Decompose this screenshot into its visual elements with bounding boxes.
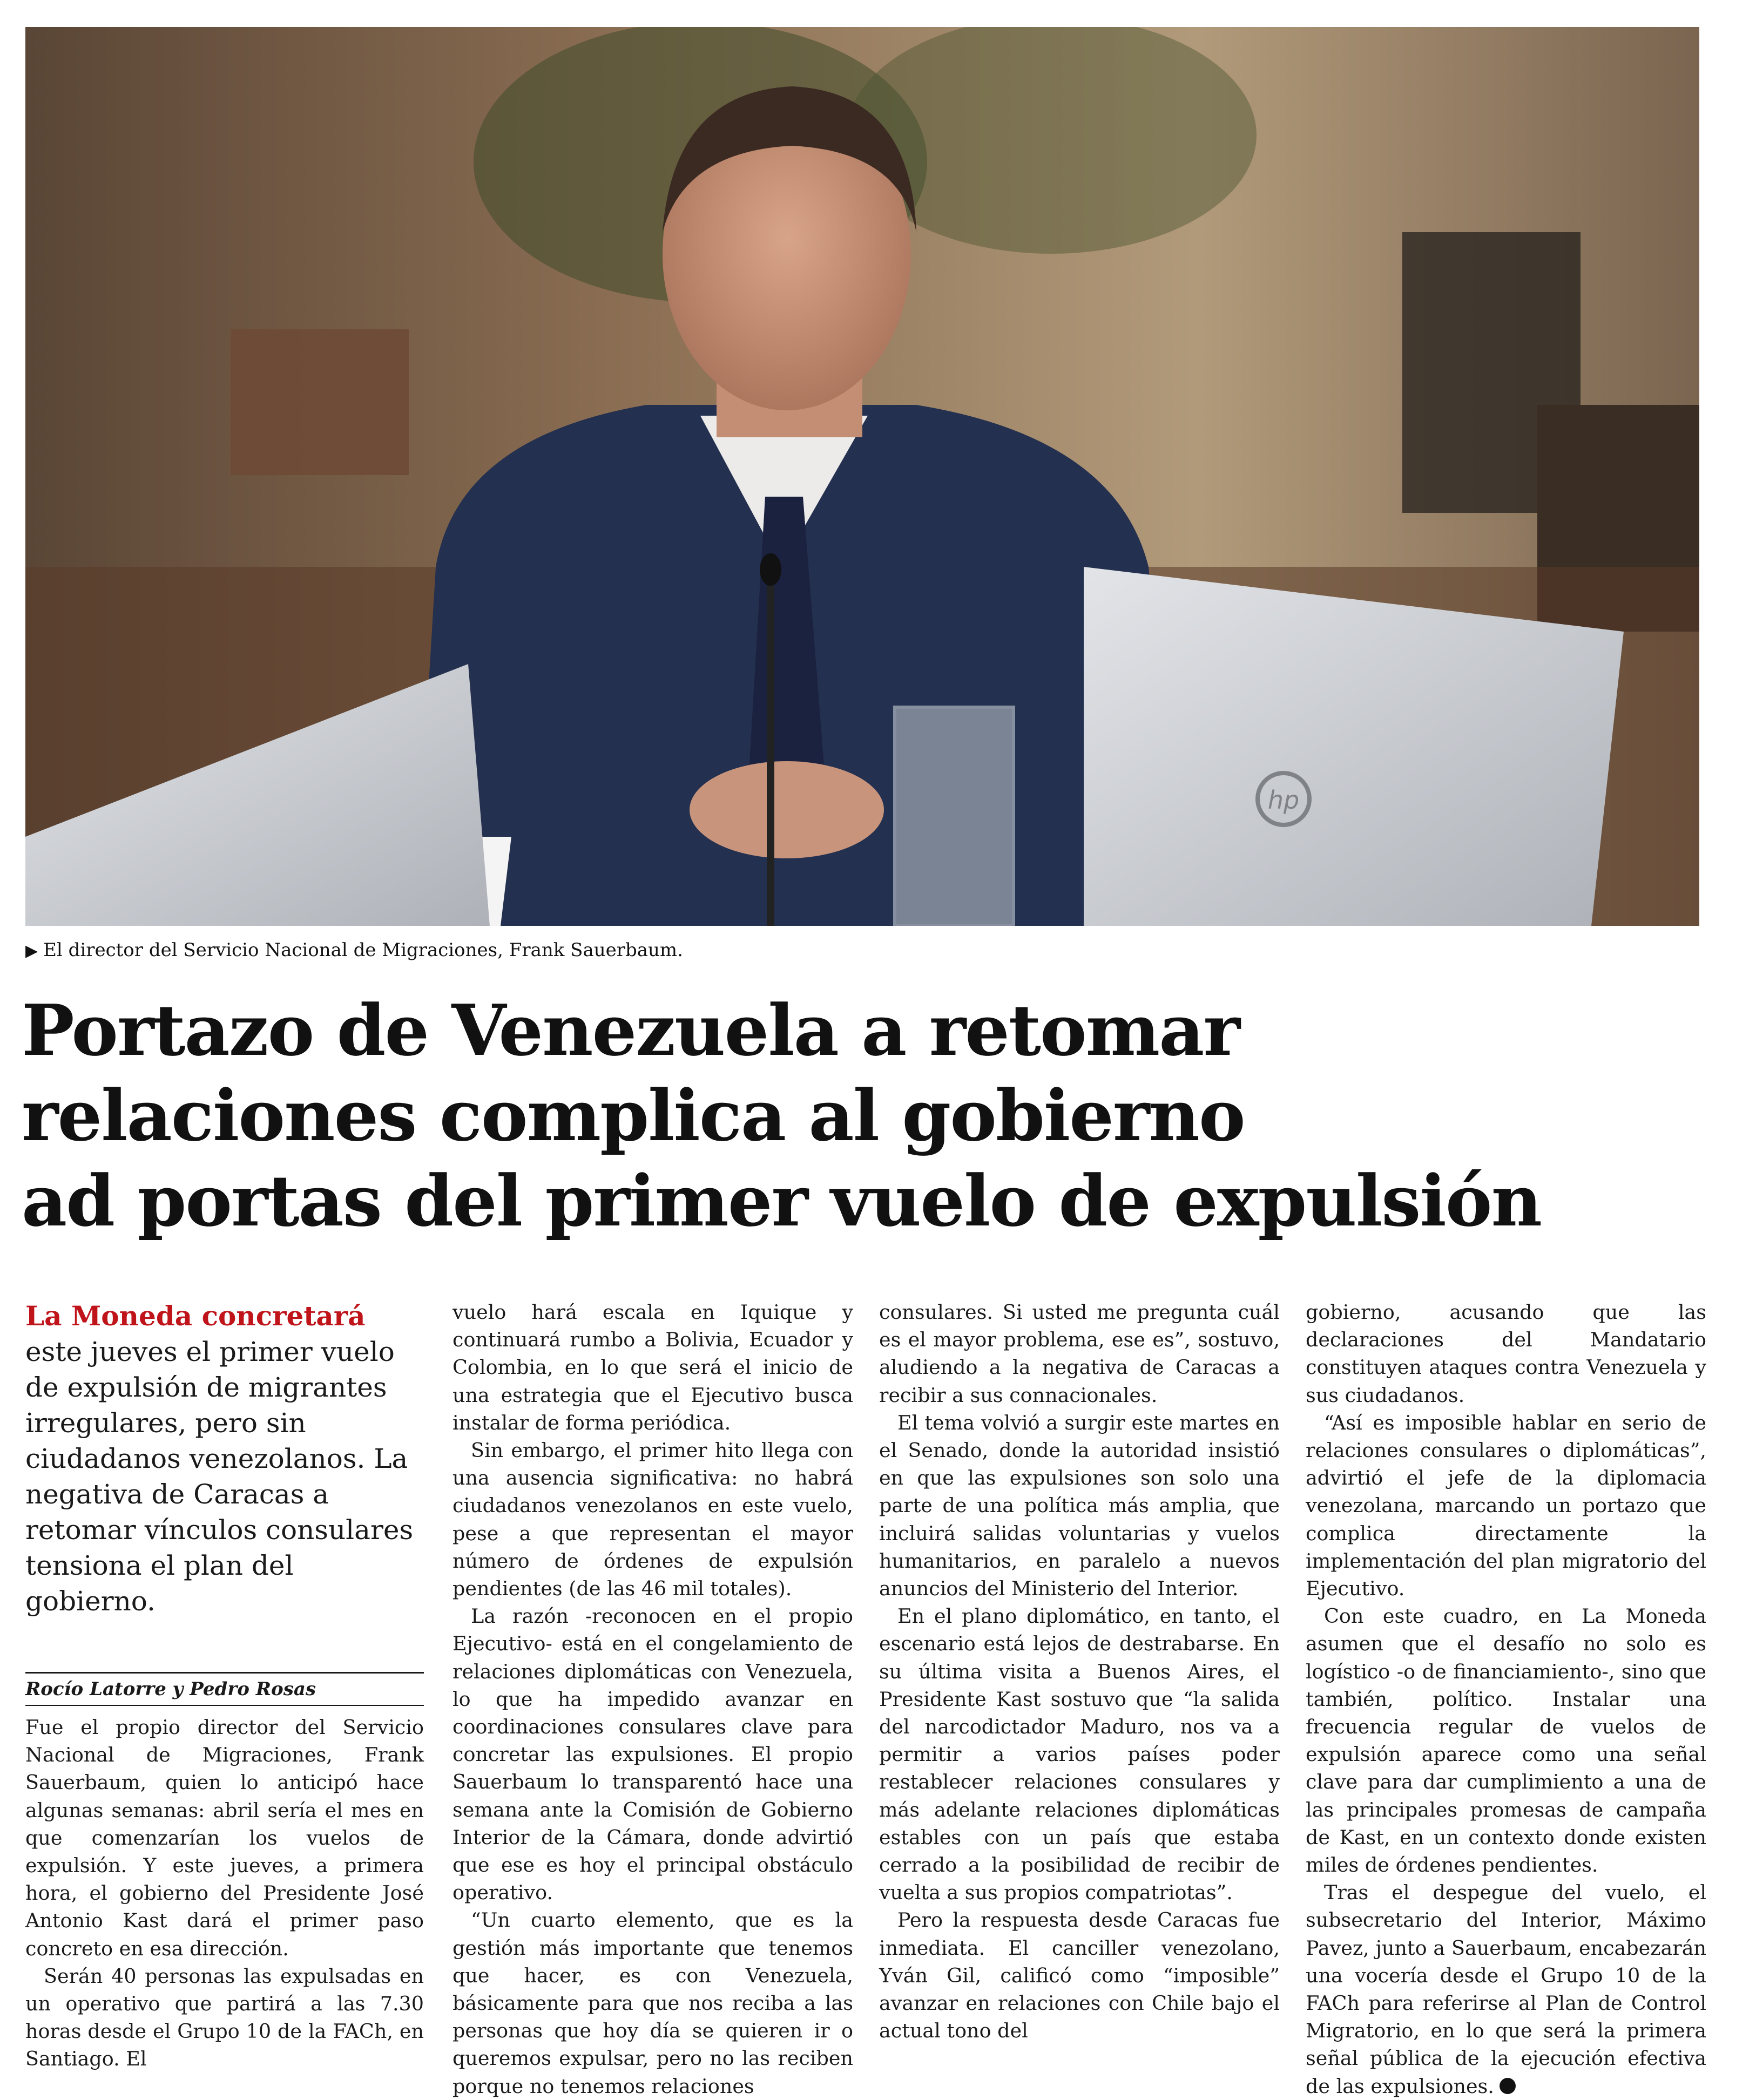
body-paragraph: Pero la respuesta desde Caracas fue inmediata. El canciller venezolano, Yván Gil, calificó como “imposible” avanzar en relaciones con Chile bajo el actual tono del [879, 1908, 1280, 2043]
byline: Rocío Latorre y Pedro Rosas [25, 1674, 424, 1706]
headline-line-3: ad portas del primer vuelo de expulsión [22, 1160, 1542, 1242]
lead-paragraph [25, 1298, 424, 1619]
article-column-4 [1306, 1298, 1706, 2100]
body-paragraph: gobierno, acusando que las declaraciones del Mandatario constituyen ataques contra Venezuela y sus ciudadanos. [1306, 1300, 1706, 1407]
body-paragraph: La razón -reconocen en el propio Ejecutivo- está en el congelamiento de relaciones diplomáticas con Venezuela, lo que ha impedido avanzar en coordinaciones consulares clave para concretar las expulsiones. El propio Sauerbaum lo transparentó hace una semana ante la Comisión de Gobierno Interior de la Cámara, donde advirtió que ese es hoy el principal obstáculo operativo. [452, 1604, 853, 1905]
body-paragraph: Serán 40 personas las expulsadas en un operativo que partirá a las 7.30 horas desde el Grupo 10 de la FACh, en Santiago. El [25, 1964, 424, 2071]
photo-illustration [25, 27, 1699, 926]
body-paragraph: Con este cuadro, en La Moneda asumen que el desafío no solo es logístico -o de financiamiento-, sino que también, político. Instalar una frecuencia regular de vuelos de expulsión aparece como una señal clave para dar cumplimiento a una de las principales promesas de campaña de Kast, en un contexto donde existen miles de órdenes pendientes. [1306, 1604, 1706, 1877]
body-paragraph: El tema volvió a surgir este martes en el Senado, donde la autoridad insistió en que las expulsiones son solo una parte de una política más amplia, que incluirá salidas voluntarias y vuelos humanitarios, en paralelo a nuevos anuncios del Ministerio del Interior. [879, 1411, 1280, 1601]
lead-kicker: La Moneda concretará [25, 1300, 366, 1332]
caption-arrow-icon: ▶ [25, 941, 38, 960]
article-column-3 [879, 1298, 1280, 2044]
article-column-2 [452, 1298, 853, 2100]
lead-text: este jueves el primer vuelo de expulsión de migrantes irregulares, pero sin ciudadanos venezolanos. La negativa de Caracas a retomar vínculos consulares tensiona el plan del gobierno. [25, 1336, 414, 1617]
body-paragraph: “Un cuarto elemento, que es la gestión más importante que tenemos que hacer, es con Venezuela, básicamente para que nos reciba a las personas que hoy día se quieren ir o queremos expulsar, pero no las reciben porque no tenemos relaciones [452, 1908, 853, 2098]
body-paragraph: consulares. Si usted me pregunta cuál es el mayor problema, ese es”, sostuvo, aludiendo a la negativa de Caracas a recibir a sus connacionales. [879, 1300, 1280, 1407]
final-paragraph-text: Tras el despegue del vuelo, el subsecretario del Interior, Máximo Pavez, junto a Sauerbaum, encabezarán una vocería desde el Grupo 10 de la FACh para referirse al Plan de Control Migratorio, en lo que será la primera señal pública de la ejecución efectiva de las expulsiones. [1306, 1881, 1706, 2098]
end-mark-icon [1500, 2078, 1516, 2094]
body-paragraph: vuelo hará escala en Iquique y continuará rumbo a Bolivia, Ecuador y Colombia, en lo que será el inicio de una estrategia que el Ejecutivo busca instalar de forma periódica. [452, 1300, 853, 1434]
headline-line-1: Portazo de Venezuela a retomar [22, 989, 1239, 1072]
article-column-1 [25, 1298, 424, 2073]
body-paragraph-final [1306, 1879, 1706, 2100]
body-paragraph: Fue el propio director del Servicio Nacional de Migraciones, Frank Sauerbaum, quien lo anticipó hace algunas semanas: abril sería el mes en que comenzarían los vuelos de expulsión. Y este jueves, a primera hora, el gobierno del Presidente José Antonio Kast dará el primer paso concreto en esa dirección. [25, 1716, 424, 1960]
caption-text: El director del Servicio Nacional de Migraciones, Frank Sauerbaum. [43, 939, 683, 961]
body-paragraph: “Así es imposible hablar en serio de relaciones consulares o diplomáticas”, advirtió el jefe de la diplomacia venezolana, marcando un portazo que complica directamente la implementación del plan migratorio del Ejecutivo. [1306, 1411, 1706, 1601]
body-paragraph: En el plano diplomático, en tanto, el escenario está lejos de destrabarse. En su última visita a Buenos Aires, el Presidente Kast sostuvo que “la salida del narcodictador Maduro, nos va a permitir a varios países poder restablecer relaciones consulares y más adelante relaciones diplomáticas estables con un país que estaba cerrado a la posibilidad de recibir de vuelta a sus propios compatriotas”. [879, 1604, 1280, 1905]
article-photo [25, 27, 1699, 926]
laptop-logo: hp [1267, 785, 1300, 815]
headline [22, 988, 1723, 1244]
photo-caption [25, 938, 1699, 963]
body-paragraph: Sin embargo, el primer hito llega con una ausencia significativa: no habrá ciudadanos venezolanos en este vuelo, pese a que representan el mayor número de órdenes de expulsión pendientes (de las 46 mil totales). [452, 1439, 853, 1601]
headline-line-2: relaciones complica al gobierno [22, 1074, 1245, 1157]
